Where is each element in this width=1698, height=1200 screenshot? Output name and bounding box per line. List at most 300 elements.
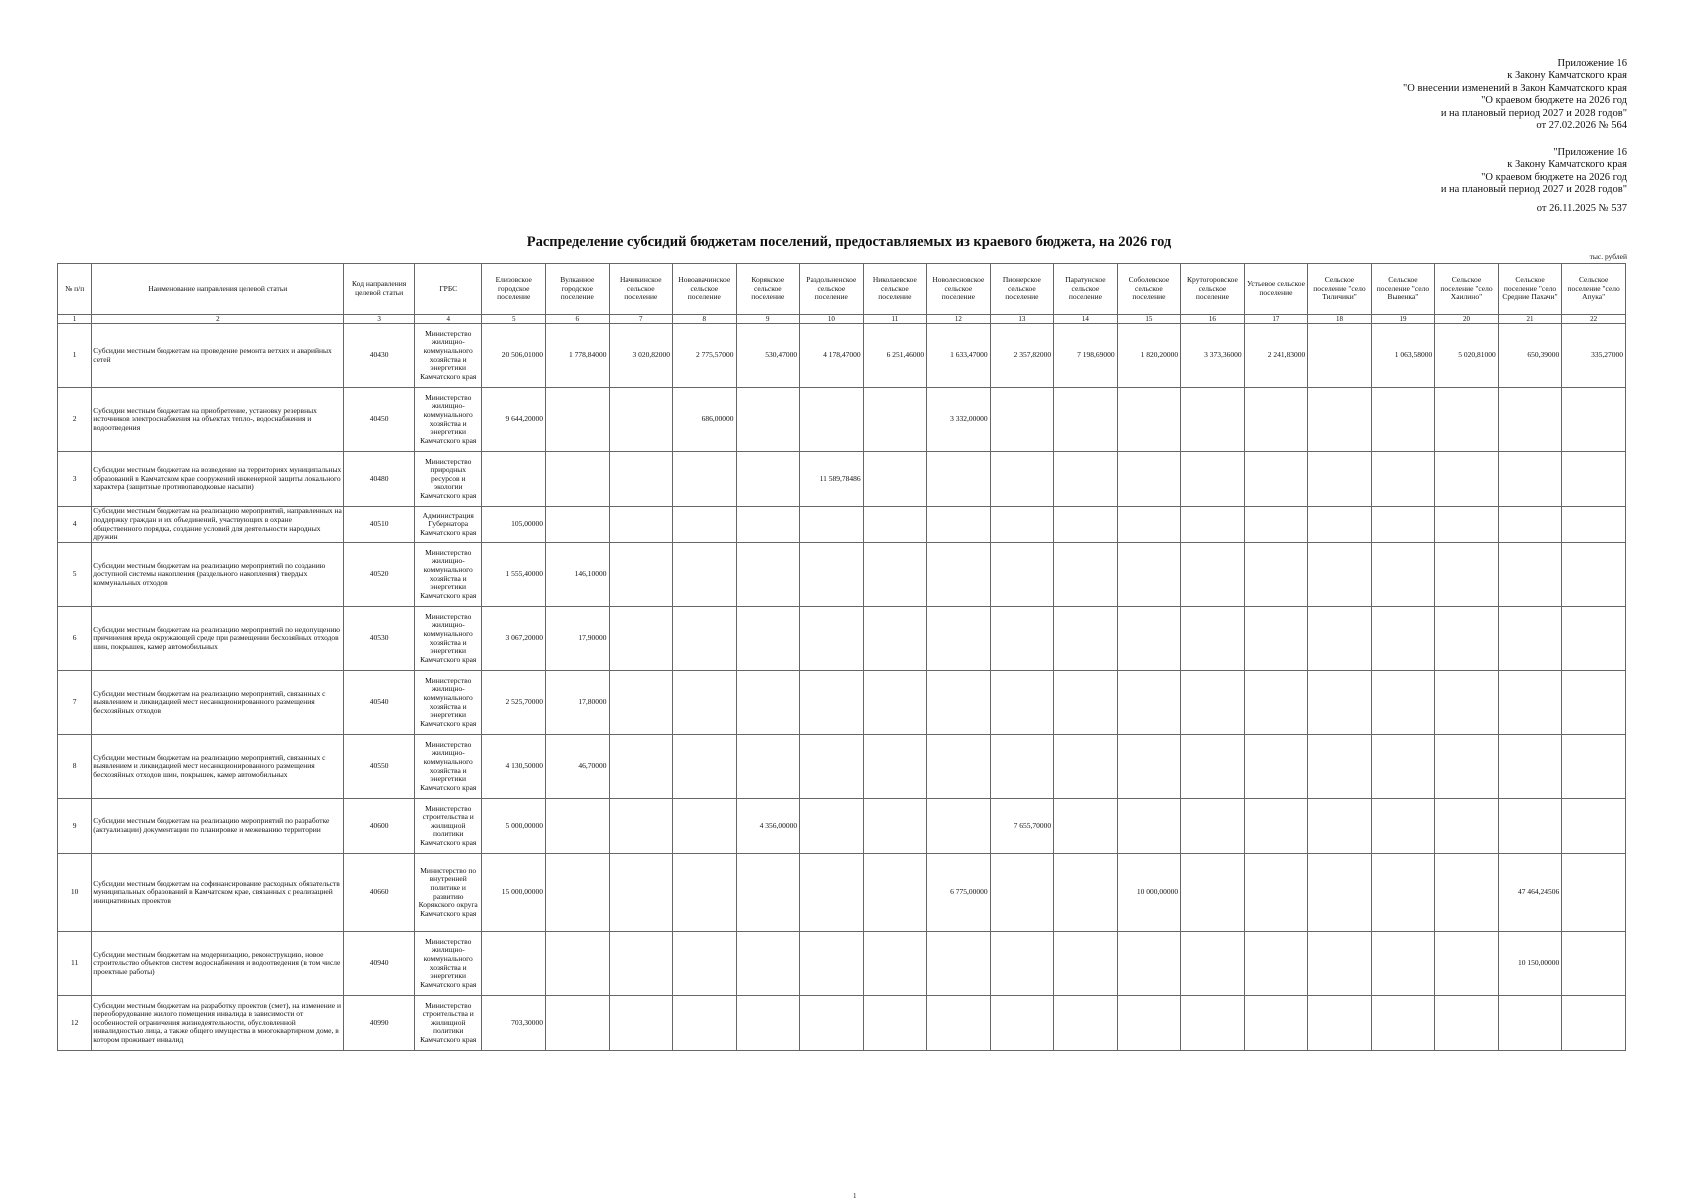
value-cell (800, 735, 864, 799)
value-cell (1371, 452, 1435, 507)
table-row (58, 543, 1626, 607)
value-cell (863, 671, 927, 735)
value-cell (1562, 671, 1626, 735)
value-cell (990, 452, 1054, 507)
table-header-row (58, 264, 1626, 315)
value-cell: 1 778,84000 (546, 324, 610, 388)
row-code: 40430 (344, 324, 415, 388)
value-cell (1371, 996, 1435, 1051)
value-cell: 10 150,00000 (1498, 932, 1562, 996)
value-cell (1244, 671, 1308, 735)
row-grbs: Министерство жилищно-коммунального хозяйства и энергетики Камчатского края (414, 543, 482, 607)
value-cell: 6 251,46000 (863, 324, 927, 388)
row-grbs: Министерство жилищно-коммунального хозяйства и энергетики Камчатского края (414, 735, 482, 799)
value-cell (1562, 735, 1626, 799)
header-line: и на плановый период 2027 и 2028 годов" (1440, 184, 1627, 196)
header-line: Приложение 16 (1557, 58, 1627, 69)
value-cell (990, 543, 1054, 607)
value-cell (736, 507, 800, 543)
value-cell (1308, 543, 1372, 607)
table-row (58, 607, 1626, 671)
value-cell (1498, 452, 1562, 507)
column-header: Паратунское сельское поселение (1054, 264, 1118, 315)
value-cell (1308, 996, 1372, 1051)
value-cell (1054, 996, 1118, 1051)
header-line: к Закону Камчатского края (1507, 70, 1627, 82)
row-code: 40450 (344, 388, 415, 452)
column-number: 3 (344, 315, 415, 324)
value-cell (736, 607, 800, 671)
value-cell (863, 854, 927, 932)
row-code: 40990 (344, 996, 415, 1051)
value-cell (927, 452, 991, 507)
value-cell: 2 775,57000 (673, 324, 737, 388)
value-cell (990, 671, 1054, 735)
value-cell (673, 932, 737, 996)
value-cell (1054, 932, 1118, 996)
value-cell: 2 241,83000 (1244, 324, 1308, 388)
value-cell (1181, 507, 1245, 543)
value-cell (990, 607, 1054, 671)
value-cell (1498, 799, 1562, 854)
value-cell (1562, 607, 1626, 671)
value-cell: 530,47000 (736, 324, 800, 388)
value-cell (1435, 452, 1499, 507)
value-cell (990, 388, 1054, 452)
value-cell (546, 388, 610, 452)
row-name: Субсидии местным бюджетам на софинансирование расходных обязательств муниципальных образований в Камчатском крае, связанных с реализацией инициативных проектов (92, 854, 344, 932)
value-cell: 3 067,20000 (482, 607, 546, 671)
column-number: 22 (1562, 315, 1626, 324)
value-cell: 6 775,00000 (927, 854, 991, 932)
row-code: 40540 (344, 671, 415, 735)
value-cell (990, 735, 1054, 799)
column-number: 12 (927, 315, 991, 324)
column-number: 14 (1054, 315, 1118, 324)
value-cell (863, 932, 927, 996)
header-line: "О краевом бюджете на 2026 год (1481, 171, 1627, 183)
row-name: Субсидии местным бюджетам на разработку проектов (смет), на изменение и переоборудование жилого помещения инвалида в зависимости от особенностей ограничения жизнедеятельности, обусловленной инвалидностью лица, а также общего имущества в многоквартирном доме, в котором проживает инвалид (92, 996, 344, 1051)
value-cell (1308, 607, 1372, 671)
row-code: 40660 (344, 854, 415, 932)
row-code: 40600 (344, 799, 415, 854)
column-number-row (58, 315, 1626, 324)
column-number: 17 (1244, 315, 1308, 324)
column-header: № п/п (58, 264, 92, 315)
value-cell (1054, 543, 1118, 607)
value-cell (1117, 671, 1181, 735)
column-header: Начикинское сельское поселение (609, 264, 673, 315)
column-header: Елизовское городское поселение (482, 264, 546, 315)
header-line: "Приложение 16 (1553, 147, 1627, 158)
value-cell (673, 996, 737, 1051)
value-cell (1181, 854, 1245, 932)
value-cell (1181, 452, 1245, 507)
value-cell (1308, 932, 1372, 996)
value-cell: 17,80000 (546, 671, 610, 735)
column-header: ГРБС (414, 264, 482, 315)
value-cell: 1 063,58000 (1371, 324, 1435, 388)
value-cell (990, 932, 1054, 996)
row-number: 11 (58, 932, 92, 996)
value-cell (1054, 388, 1118, 452)
value-cell (1244, 996, 1308, 1051)
column-header: Сельское поселение "село Апука" (1562, 264, 1626, 315)
value-cell (609, 932, 673, 996)
row-grbs: Министерство по внутренней политике и развитию Корякского округа Камчатского края (414, 854, 482, 932)
value-cell (927, 735, 991, 799)
value-cell (1435, 507, 1499, 543)
value-cell (1244, 799, 1308, 854)
value-cell (1244, 543, 1308, 607)
value-cell (863, 996, 927, 1051)
row-grbs: Министерство природных ресурсов и экологии Камчатского края (414, 452, 482, 507)
value-cell (1054, 854, 1118, 932)
value-cell (1371, 607, 1435, 671)
value-cell (609, 854, 673, 932)
value-cell (990, 507, 1054, 543)
value-cell (736, 388, 800, 452)
value-cell (800, 854, 864, 932)
value-cell: 9 644,20000 (482, 388, 546, 452)
value-cell: 1 633,47000 (927, 324, 991, 388)
value-cell (609, 543, 673, 607)
value-cell (1435, 799, 1499, 854)
row-grbs: Министерство жилищно-коммунального хозяйства и энергетики Камчатского края (414, 607, 482, 671)
value-cell (927, 799, 991, 854)
value-cell (1371, 735, 1435, 799)
value-cell: 1 555,40000 (482, 543, 546, 607)
table-row (58, 388, 1626, 452)
row-name: Субсидии местным бюджетам на реализацию мероприятий по разработке (актуализации) документации по планировке и межеванию территории (92, 799, 344, 854)
row-number: 7 (58, 671, 92, 735)
value-cell: 3 332,00000 (927, 388, 991, 452)
table-row (58, 452, 1626, 507)
value-cell (863, 799, 927, 854)
value-cell (1054, 799, 1118, 854)
value-cell (736, 671, 800, 735)
column-header: Код направления целевой статьи (344, 264, 415, 315)
row-code: 40510 (344, 507, 415, 543)
value-cell: 2 525,70000 (482, 671, 546, 735)
value-cell (990, 854, 1054, 932)
table-row (58, 324, 1626, 388)
units-label: тыс. рублей (1589, 252, 1627, 261)
document-title: Распределение субсидий бюджетам поселений, предоставляемых из краевого бюджета, на 2026 год (526, 234, 1172, 250)
value-cell (863, 452, 927, 507)
value-cell (673, 507, 737, 543)
value-cell (1435, 932, 1499, 996)
value-cell: 146,10000 (546, 543, 610, 607)
value-cell (1371, 388, 1435, 452)
value-cell (1435, 996, 1499, 1051)
value-cell (1117, 996, 1181, 1051)
value-cell (1308, 854, 1372, 932)
column-number: 5 (482, 315, 546, 324)
value-cell (546, 799, 610, 854)
value-cell (1181, 388, 1245, 452)
value-cell (927, 607, 991, 671)
row-name: Субсидии местным бюджетам на реализацию мероприятий по недопущению причинения вреда окружающей среде при размещении бесхозяйных отходов шин, покрышек, камер автомобильных (92, 607, 344, 671)
value-cell (609, 507, 673, 543)
value-cell (927, 996, 991, 1051)
value-cell: 4 356,00000 (736, 799, 800, 854)
value-cell (546, 996, 610, 1051)
value-cell (1498, 543, 1562, 607)
row-grbs: Министерство жилищно-коммунального хозяйства и энергетики Камчатского края (414, 388, 482, 452)
value-cell (1117, 932, 1181, 996)
row-number: 5 (58, 543, 92, 607)
column-number: 8 (673, 315, 737, 324)
column-number: 2 (92, 315, 344, 324)
value-cell (800, 507, 864, 543)
value-cell: 650,39000 (1498, 324, 1562, 388)
value-cell (800, 996, 864, 1051)
value-cell (1117, 388, 1181, 452)
value-cell: 1 820,20000 (1117, 324, 1181, 388)
value-cell (736, 854, 800, 932)
value-cell: 2 357,82000 (990, 324, 1054, 388)
row-grbs: Министерство жилищно-коммунального хозяйства и энергетики Камчатского края (414, 671, 482, 735)
value-cell (1244, 854, 1308, 932)
value-cell (673, 543, 737, 607)
value-cell (990, 996, 1054, 1051)
column-number: 4 (414, 315, 482, 324)
value-cell: 686,00000 (673, 388, 737, 452)
row-number: 12 (58, 996, 92, 1051)
value-cell (1498, 671, 1562, 735)
value-cell: 47 464,24506 (1498, 854, 1562, 932)
row-code: 40550 (344, 735, 415, 799)
value-cell (1117, 543, 1181, 607)
value-cell (1117, 607, 1181, 671)
value-cell: 4 130,50000 (482, 735, 546, 799)
column-number: 11 (863, 315, 927, 324)
value-cell (1308, 452, 1372, 507)
value-cell (863, 735, 927, 799)
value-cell (546, 452, 610, 507)
value-cell (1244, 452, 1308, 507)
value-cell (1371, 671, 1435, 735)
value-cell (1562, 543, 1626, 607)
value-cell (1181, 671, 1245, 735)
column-header: Крутогоровское сельское поселение (1181, 264, 1245, 315)
value-cell (1435, 543, 1499, 607)
row-grbs: Администрация Губернатора Камчатского края (414, 507, 482, 543)
value-cell (1498, 507, 1562, 543)
value-cell (1244, 388, 1308, 452)
table-row (58, 671, 1626, 735)
column-header: Соболевское сельское поселение (1117, 264, 1181, 315)
header-line: "О внесении изменений в Закон Камчатского края (1403, 82, 1627, 94)
row-name: Субсидии местным бюджетам на реализацию мероприятий по созданию доступной системы накопления (раздельного накопления) твердых коммунальных отходов (92, 543, 344, 607)
value-cell (609, 735, 673, 799)
value-cell (673, 799, 737, 854)
value-cell (1308, 507, 1372, 543)
value-cell (546, 507, 610, 543)
value-cell (863, 607, 927, 671)
column-header: Сельское поселение "село Тиличики" (1308, 264, 1372, 315)
value-cell (673, 854, 737, 932)
value-cell (1435, 735, 1499, 799)
value-cell (1244, 507, 1308, 543)
value-cell (1308, 799, 1372, 854)
table-row (58, 932, 1626, 996)
header-line: и на плановый период 2027 и 2028 годов" (1440, 107, 1627, 119)
header-original-appendix-block (1441, 147, 1627, 197)
value-cell: 11 589,78486 (800, 452, 864, 507)
value-cell (863, 388, 927, 452)
value-cell (1054, 607, 1118, 671)
value-cell (609, 996, 673, 1051)
value-cell (800, 932, 864, 996)
value-cell (736, 996, 800, 1051)
value-cell (1181, 543, 1245, 607)
value-cell (673, 607, 737, 671)
value-cell (1435, 854, 1499, 932)
row-code: 40480 (344, 452, 415, 507)
column-header: Николаевское сельское поселение (863, 264, 927, 315)
table-row (58, 996, 1626, 1051)
table-row (58, 799, 1626, 854)
value-cell (1435, 388, 1499, 452)
value-cell (1117, 452, 1181, 507)
value-cell (800, 799, 864, 854)
value-cell: 46,70000 (546, 735, 610, 799)
column-number: 15 (1117, 315, 1181, 324)
row-name: Субсидии местным бюджетам на модернизацию, реконструкцию, новое строительство объектов систем водоснабжения и водоотведения (в том числе проектные работы) (92, 932, 344, 996)
value-cell (736, 932, 800, 996)
row-number: 1 (58, 324, 92, 388)
column-header: Наименование направления целевой статьи (92, 264, 344, 315)
value-cell (673, 671, 737, 735)
value-cell: 17,90000 (546, 607, 610, 671)
row-number: 4 (58, 507, 92, 543)
row-number: 6 (58, 607, 92, 671)
column-header: Новолесновское сельское поселение (927, 264, 991, 315)
table-row (58, 735, 1626, 799)
value-cell (1371, 854, 1435, 932)
value-cell (1054, 671, 1118, 735)
row-code: 40530 (344, 607, 415, 671)
value-cell: 7 655,70000 (990, 799, 1054, 854)
value-cell: 703,30000 (482, 996, 546, 1051)
value-cell (863, 507, 927, 543)
subsidy-distribution-table (57, 263, 1626, 1051)
value-cell (1371, 543, 1435, 607)
value-cell (1181, 996, 1245, 1051)
value-cell (736, 735, 800, 799)
header-line: к Закону Камчатского края (1507, 159, 1627, 171)
column-header: Корякское сельское поселение (736, 264, 800, 315)
value-cell (673, 735, 737, 799)
value-cell: 3 020,82000 (609, 324, 673, 388)
value-cell (546, 854, 610, 932)
row-name: Субсидии местным бюджетам на реализацию мероприятий, связанных с выявлением и ликвидацией мест несанкционированного размещения бесхозяйных отходов шин, покрышек, камер автомобильных (92, 735, 344, 799)
row-number: 8 (58, 735, 92, 799)
row-name: Субсидии местным бюджетам на реализацию мероприятий, связанных с выявлением и ликвидацией мест несанкционированного размещения бесхозяйных отходов (92, 671, 344, 735)
value-cell (1308, 388, 1372, 452)
column-number: 19 (1371, 315, 1435, 324)
value-cell: 105,00000 (482, 507, 546, 543)
value-cell (1117, 799, 1181, 854)
value-cell (482, 932, 546, 996)
value-cell (1308, 324, 1372, 388)
value-cell (863, 543, 927, 607)
value-cell (1117, 735, 1181, 799)
value-cell (1562, 388, 1626, 452)
value-cell: 335,27000 (1562, 324, 1626, 388)
column-number: 21 (1498, 315, 1562, 324)
value-cell (1181, 735, 1245, 799)
row-name: Субсидии местным бюджетам на проведение ремонта ветхих и аварийных сетей (92, 324, 344, 388)
value-cell (1562, 996, 1626, 1051)
value-cell (609, 388, 673, 452)
row-name: Субсидии местным бюджетам на возведение на территориях муниципальных образований в Камчатском крае сооружений инженерной защиты локального характера (защитные противопаводковые насыпи) (92, 452, 344, 507)
column-number: 10 (800, 315, 864, 324)
value-cell (1308, 671, 1372, 735)
header-original-date: от 26.11.2025 № 537 (1536, 203, 1627, 214)
value-cell (1181, 799, 1245, 854)
value-cell: 10 000,00000 (1117, 854, 1181, 932)
column-header: Раздольненское сельское поселение (800, 264, 864, 315)
column-header: Сельское поселение "село Вывенка" (1371, 264, 1435, 315)
value-cell (927, 671, 991, 735)
value-cell: 20 506,01000 (482, 324, 546, 388)
column-number: 9 (736, 315, 800, 324)
value-cell (927, 507, 991, 543)
column-header: Сельское поселение "село Хаилино" (1435, 264, 1499, 315)
value-cell (1181, 932, 1245, 996)
value-cell (609, 799, 673, 854)
value-cell: 5 000,00000 (482, 799, 546, 854)
value-cell (1498, 607, 1562, 671)
value-cell (1308, 735, 1372, 799)
value-cell (1498, 735, 1562, 799)
row-number: 3 (58, 452, 92, 507)
value-cell (1498, 388, 1562, 452)
column-header: Пионерское сельское поселение (990, 264, 1054, 315)
value-cell (800, 607, 864, 671)
value-cell (1244, 932, 1308, 996)
value-cell (1562, 932, 1626, 996)
header-line: "О краевом бюджете на 2026 год (1481, 95, 1627, 107)
value-cell (1562, 452, 1626, 507)
value-cell (1435, 607, 1499, 671)
value-cell (800, 543, 864, 607)
row-name: Субсидии местным бюджетам на приобретение, установку резервных источников электроснабжения на объектах тепло-, водоснабжения и водоотведения (92, 388, 344, 452)
value-cell (736, 543, 800, 607)
value-cell (800, 388, 864, 452)
value-cell (1371, 507, 1435, 543)
column-number: 1 (58, 315, 92, 324)
value-cell (1562, 799, 1626, 854)
value-cell (673, 452, 737, 507)
value-cell (927, 932, 991, 996)
value-cell (1117, 507, 1181, 543)
value-cell (1054, 735, 1118, 799)
column-number: 20 (1435, 315, 1499, 324)
column-header: Вулканное городское поселение (546, 264, 610, 315)
row-name: Субсидии местным бюджетам на реализацию мероприятий, направленных на поддержку граждан и их объединений, участвующих в охране общественного порядка, создание условий для деятельности народных дружин (92, 507, 344, 543)
value-cell: 5 020,81000 (1435, 324, 1499, 388)
value-cell (546, 932, 610, 996)
value-cell (1562, 507, 1626, 543)
value-cell (927, 543, 991, 607)
column-header: Устьевое сельское поселение (1244, 264, 1308, 315)
column-number: 13 (990, 315, 1054, 324)
value-cell (1371, 932, 1435, 996)
